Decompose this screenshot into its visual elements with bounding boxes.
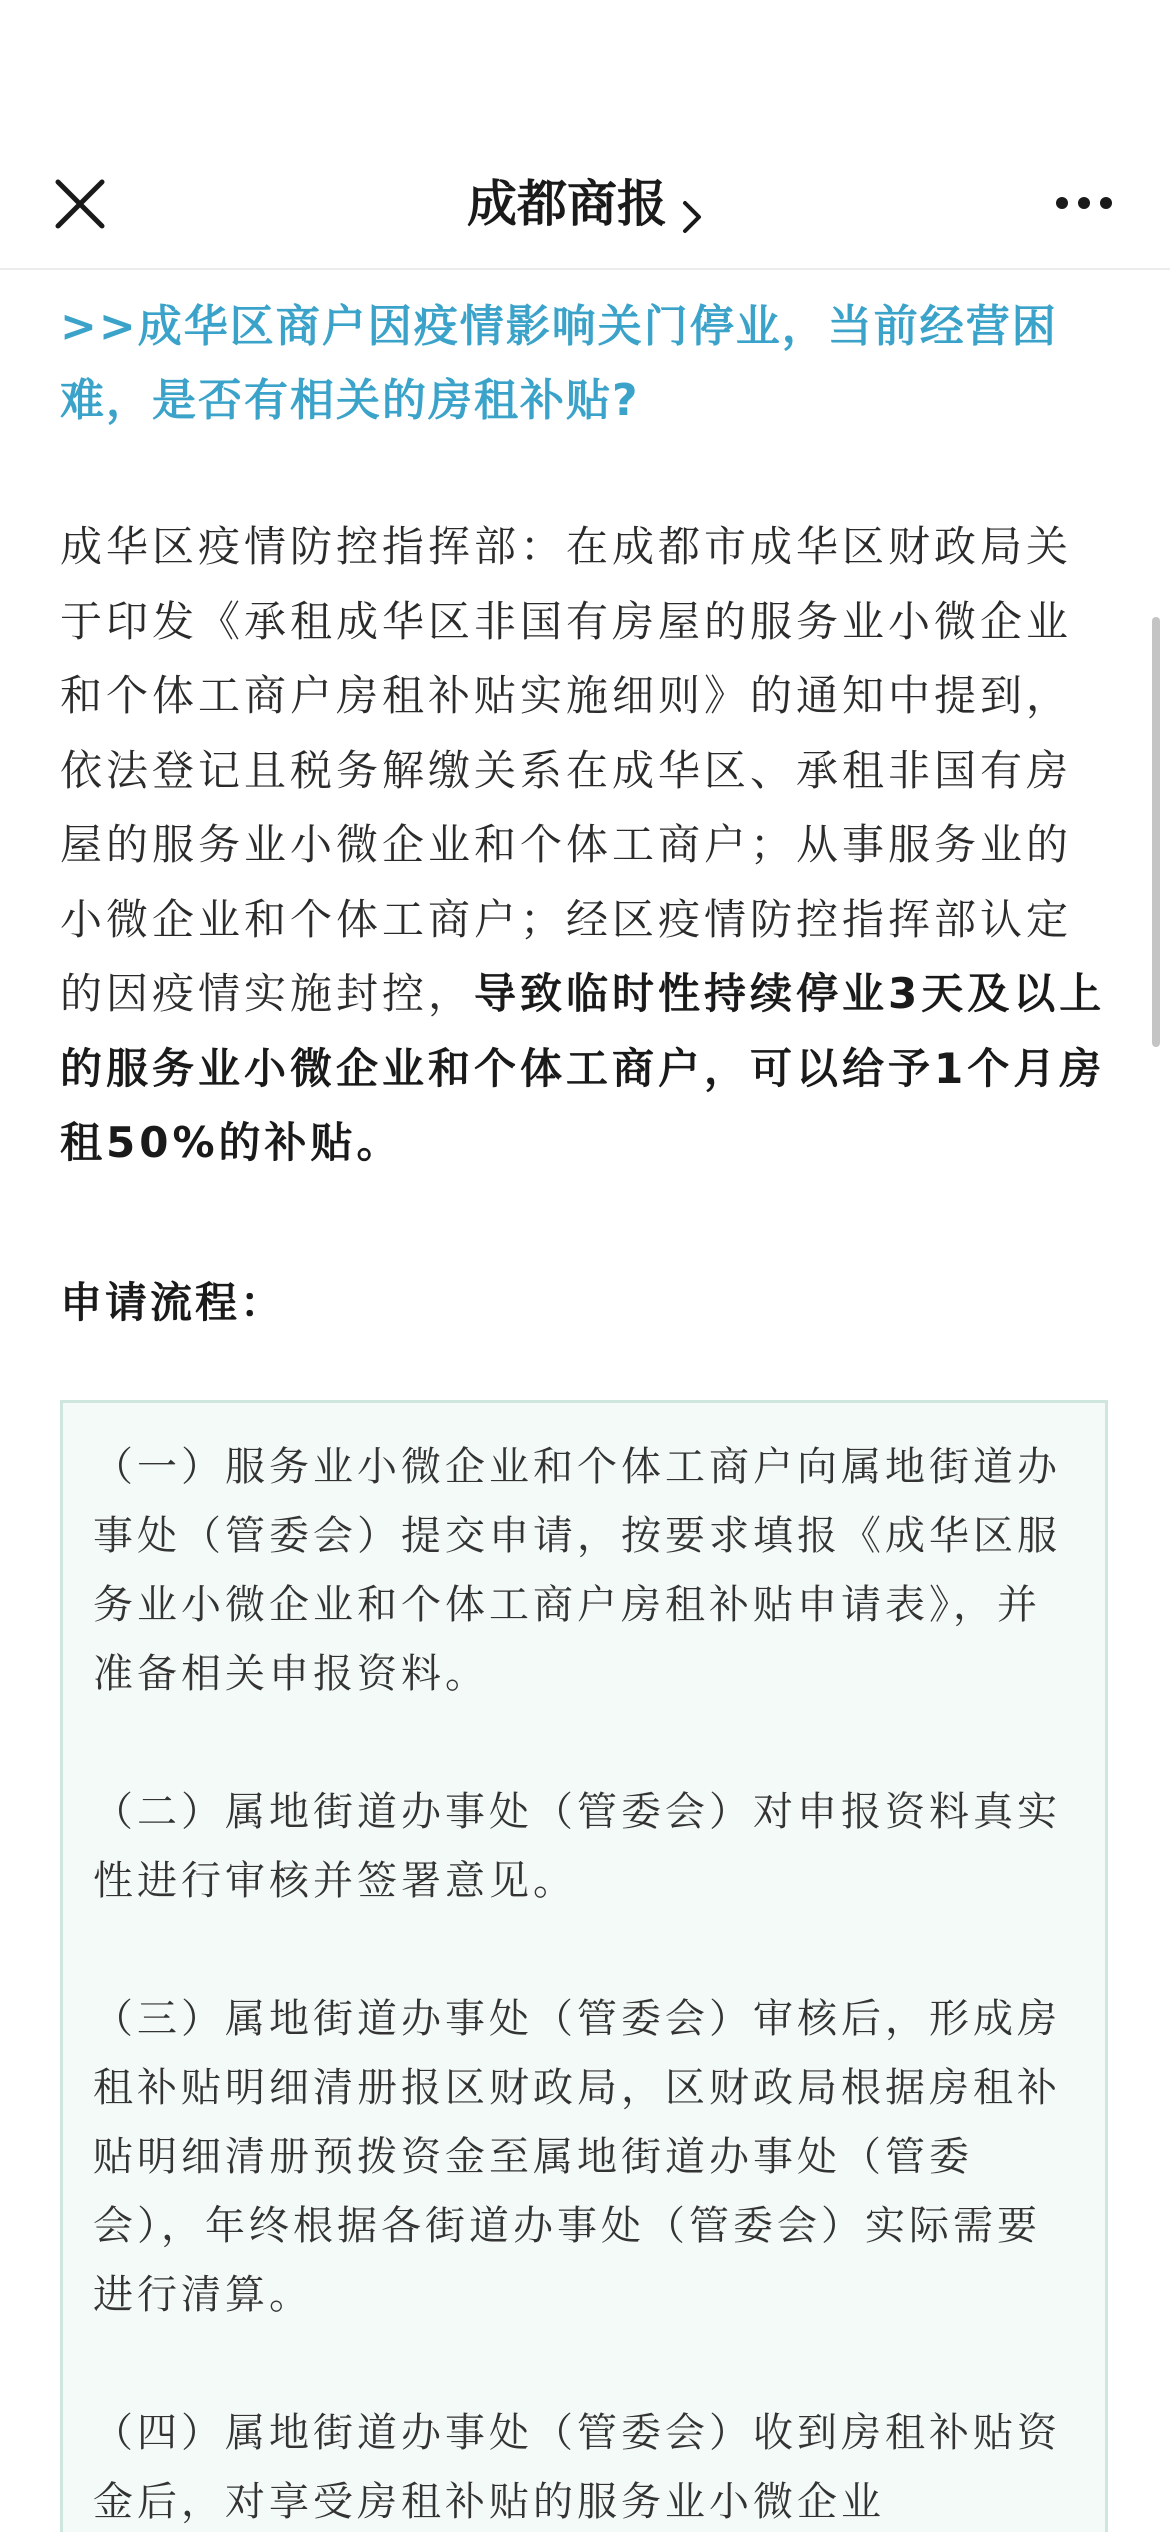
status-bar: [0, 0, 1170, 140]
chevron-right-icon: [681, 184, 703, 224]
application-process-heading: 申请流程：: [60, 1278, 286, 1327]
answer-paragraph: [60, 510, 1110, 1181]
question-heading: >>成华区商户因疫情影响关门停业，当前经营困难，是否有相关的房租补贴?: [60, 301, 1058, 426]
application-steps-box: [60, 1400, 1108, 2532]
step-item: （三）属地街道办事处（管委会）审核后，形成房租补贴明细清册报区财政局，区财政局根据房租补贴明细清册预拨资金至属地街道办事处（管委会），年终根据各街道办事处（管委会）实际需要进行清算。: [93, 1996, 1061, 2318]
navigation-bar: [0, 140, 1170, 270]
account-title: 成都商报: [467, 175, 667, 233]
article-content[interactable]: [0, 270, 1170, 2532]
answer-bold-text: 导致临时性持续停业3天及以上的服务业小微企业和个体工商户，可以给予1个月房租50%的补贴。: [60, 969, 1106, 1167]
step-item: （四）属地街道办事处（管委会）收到房租补贴资金后，对享受房租补贴的服务业小微企业: [93, 2410, 1061, 2525]
more-options-icon[interactable]: [1054, 188, 1114, 218]
answer-text: 成华区疫情防控指挥部：在成都市成华区财政局关于印发《承租成华区非国有房屋的服务业小微企业和个体工商户房租补贴实施细则》的通知中提到，依法登记且税务解缴关系在成华区、承租非国有房屋的服务业小微企业和个体工商户；从事服务业的小微企业和个体工商户；经区疫情防控指挥部认定的因疫情实施封控，: [60, 522, 1073, 1018]
scrollbar[interactable]: [1152, 617, 1160, 1047]
account-title-button[interactable]: [0, 168, 1170, 240]
step-item: （一）服务业小微企业和个体工商户向属地街道办事处（管委会）提交申请，按要求填报《成华区服务业小微企业和个体工商户房租补贴申请表》，并准备相关申报资料。: [93, 1444, 1061, 1697]
step-item: （二）属地街道办事处（管委会）对申报资料真实性进行审核并签署意见。: [93, 1789, 1061, 1904]
